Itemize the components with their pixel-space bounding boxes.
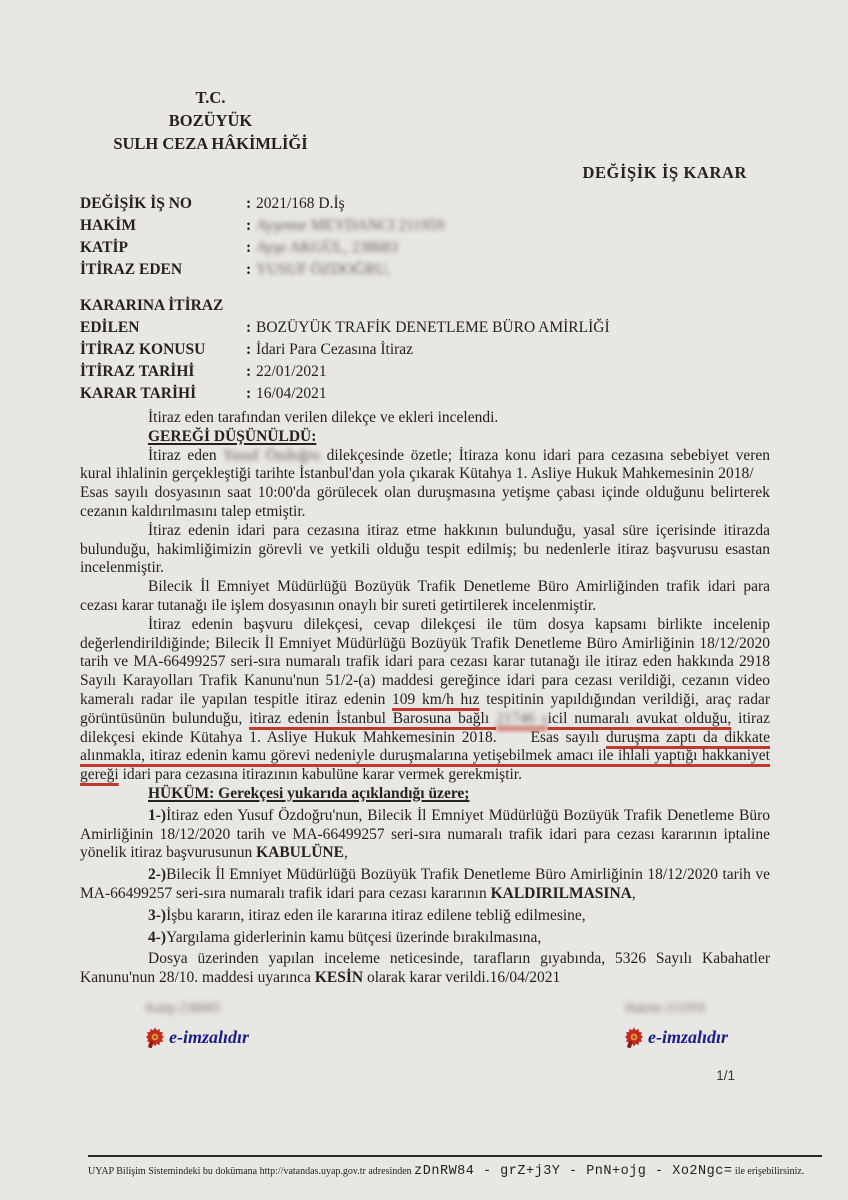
meta-row-edilen	[80, 317, 770, 339]
heading-text: GEREĞİ DÜŞÜNÜLDÜ:	[148, 427, 317, 445]
meta-label: KARARINA İTİRAZ	[80, 297, 224, 314]
meta-value: 16/04/2021	[256, 385, 327, 402]
court-header	[88, 86, 333, 155]
meta-row-kararina-itiraz	[80, 295, 770, 317]
meta-row-degisik-is-no	[80, 193, 770, 215]
text-segment: Dosya üzerinden yapılan inceleme neticesinde, tarafların gıyabında, 5326 Sayılı Kabahatler Kanunu'nun 28/10. maddesi uyarınca	[80, 950, 770, 987]
colon: :	[246, 261, 252, 278]
colon: :	[246, 239, 252, 256]
footer-text-pre: UYAP Bilişim Sistemindeki bu dokümana http://vatandas.uyap.gov.tr adresinden	[88, 1166, 415, 1177]
redacted-registry-number: 21746 s	[495, 709, 548, 727]
ruling-keyword-kabulune: KABULÜNE	[256, 844, 344, 862]
meta-label: KATİP	[80, 239, 128, 256]
paragraph-3: Bilecik İl Emniyet Müdürlüğü Bozüyük Trafik Denetleme Büro Amirliğinden trafik idari para cezası karar tutanağı ile işlem dosyasının onaylı bir sureti getirtilerek incelenmiştir.	[80, 578, 770, 614]
seal-rosette-icon	[146, 1027, 164, 1048]
heading-text: HÜKÜM: Gerekçesi yukarıda açıklandığı üzere;	[148, 784, 470, 802]
highlighted-bar-membership: itiraz edenin İstanbul Barosuna bağlı	[249, 709, 496, 727]
colon: :	[246, 385, 252, 402]
meta-row-itiraz-tarihi	[80, 361, 770, 383]
ruling-item-2	[80, 866, 770, 904]
colon: :	[246, 217, 252, 234]
highlighted-lawyer-status: icil numaralı avukat olduğu,	[547, 709, 732, 727]
meta-row-itiraz-eden	[80, 259, 770, 281]
ruling-item-4	[80, 929, 770, 948]
section-heading-hukum	[80, 785, 770, 804]
esign-label: e-imzalıdır	[169, 1026, 249, 1047]
meta-row-katip	[80, 237, 770, 259]
meta-value: 2021/168 D.İş	[256, 195, 345, 212]
text-segment: İtiraz edenin başvuru dilekçesi, cevap dilekçesi ile tüm dosya kapsamı birlikte incelenip değerlendirildiğinde; Bilecik İl Emniyet Müdürlüğü Bozüyük Trafik Denetleme Büro Amirliğinin 18/12/2020 tarih ve MA-66499257 seri-sıra numaralı trafik idari para cezası karar tutanağı ile itiraz eden hakkında 2918 Sayılı Karayolları Trafik Kanunu'nun 51/2-(a) maddesi gereğince idari para cezası verildiği, cezanın video kameralı radar ile yapılan tespitle itiraz edenin	[80, 615, 770, 708]
page-number: 1/1	[716, 1068, 735, 1083]
colon: :	[246, 195, 252, 212]
text-segment: ,	[631, 884, 636, 902]
text-segment: idari para cezasına itirazının kabulüne karar vermek gerekmiştir.	[118, 766, 522, 784]
ruling-item-1	[80, 807, 770, 863]
highlighted-justification: duruşma zaptı da dikkate alınmakla, itiraz edenin kamu görevi nedeniyle duruşmalarına yetişebilmek amacı ile ihlali yaptığı hakkaniyet gereği	[80, 728, 770, 784]
spacer	[80, 281, 770, 295]
meta-value: BOZÜYÜK TRAFİK DENETLEME BÜRO AMİRLİĞİ	[256, 319, 610, 336]
text-segment: İtiraz eden	[148, 446, 223, 464]
text-segment: İtiraz eden Yusuf Özdoğru'nun, Bilecik İl Emniyet Müdürlüğü Bozüyük Trafik Denetleme Büro Amirliğinin 18/12/2020 tarih ve MA-66499257 seri-sıra numaralı trafik idari para cezası kararının iptaline yönelik itiraz başvurusunun	[80, 806, 770, 862]
text-segment: İşbu kararın, itiraz eden ile kararına itiraz edilene tebliğ edilmesine,	[166, 906, 586, 924]
item-number: 4-)	[148, 928, 167, 946]
meta-label: İTİRAZ TARİHİ	[80, 363, 195, 380]
item-number: 1-)	[148, 806, 167, 824]
meta-row-karar-tarihi	[80, 383, 770, 405]
paragraph-4	[80, 616, 770, 785]
text-segment: Bilecik İl Emniyet Müdürlüğü Bozüyük Trafik Denetleme Büro Amirliğinin 18/12/2020 tarih ve MA-66499257 seri-sıra numaralı trafik idari para cezası kararının	[80, 866, 770, 902]
colon: :	[246, 319, 252, 336]
paragraph-2: İtiraz edenin idari para cezasına itiraz etme hakkının bulunduğu, yasal süre içerisinde itirazda bulunduğu, hakimliğimizin görevli ve yetkili olduğu tespit edilmiş; bu nedenlerle itiraz başvurusu esastan incelenmiştir.	[80, 521, 770, 577]
header-court: SULH CEZA HÂKİMLİĞİ	[113, 134, 308, 153]
redacted-appellant-name: YUSUF ÖZDOĞRU,	[256, 261, 391, 278]
esign-label: e-imzalıdır	[648, 1026, 728, 1047]
meta-label: KARAR TARİHİ	[80, 385, 197, 402]
redacted-clerk-name: Ayşe AKGÜL, 238683	[256, 239, 398, 256]
item-number: 3-)	[148, 906, 167, 924]
meta-label: HAKİM	[80, 217, 136, 234]
text-segment: tespitinin yapıldığından verildiği, araç radar görüntüsünün bulunduğu,	[80, 690, 770, 727]
colon: :	[246, 341, 252, 358]
ruling-item-3	[80, 907, 770, 926]
signature-row	[146, 1000, 728, 1048]
meta-value: 22/01/2021	[256, 363, 327, 380]
meta-row-hakim	[80, 215, 770, 237]
esign-right	[625, 1027, 728, 1048]
redacted-name-inline: Yusuf Özdoğru	[222, 446, 320, 464]
redacted-clerk-signature: Katip 238683	[146, 999, 220, 1015]
signature-block-judge	[625, 1000, 728, 1048]
colon: :	[246, 363, 252, 380]
text-segment: dilekçesinde özetle; İtiraza konu idari para cezasına sebebiyet veren kural ihlalinin gerçekleştiği tarihte İstanbul'dan yola çıkarak Kütahya 1. Asliye Hukuk Mahkemesinin 2018/ Esas sayılı dosyasının saat 10:00'da görülecek olan duruşmasına yetişme çabası içinde olduğunu belirterek cezanın kaldırılmasını talep etmiştir.	[80, 446, 771, 520]
closing-paragraph	[80, 950, 770, 988]
text-segment: olarak karar verildi.16/04/2021	[363, 969, 561, 987]
intro-line: İtiraz eden tarafından verilen dilekçe ve ekleri incelendi.	[148, 409, 499, 426]
redacted-judge-signature: Hakim 211959	[625, 999, 706, 1015]
signature-block-clerk	[146, 1000, 249, 1048]
footer-verification-code: zDnRW84 - grZ+j3Y - PnN+ojg - Xo2Ngc=	[414, 1164, 733, 1179]
redacted-judge-name: Ayşenur MEYDANCI 211959	[256, 217, 445, 234]
text-segment: itiraz dilekçesi ekinde Kütahya 1. Asliye Hukuk Mahkemesinin 2018. Esas sayılı	[80, 709, 770, 746]
meta-label: İTİRAZ EDEN	[80, 261, 183, 278]
meta-label: İTİRAZ KONUSU	[80, 341, 206, 358]
footer-text-post: ile erişebilirsiniz.	[732, 1166, 805, 1177]
ruling-keyword-kesin: KESİN	[314, 969, 364, 987]
section-heading-geregi	[80, 428, 770, 447]
item-number: 2-)	[148, 866, 167, 884]
text-segment: ,	[343, 844, 348, 862]
document-type-title: DEĞİŞİK İŞ KARAR	[582, 163, 747, 182]
header-city: BOZÜYÜK	[168, 111, 253, 130]
meta-value: İdari Para Cezasına İtiraz	[256, 341, 414, 358]
header-tc: T.C.	[195, 88, 226, 107]
highlighted-speed: 109 km/h hız	[392, 690, 480, 708]
meta-label: DEĞİŞİK İŞ NO	[80, 195, 192, 212]
meta-row-itiraz-konusu	[80, 339, 770, 361]
esign-left	[146, 1027, 249, 1048]
uyap-footer	[88, 1155, 822, 1179]
paragraph-1	[80, 447, 770, 522]
seal-rosette-icon	[625, 1027, 643, 1048]
text-segment: Yargılama giderlerinin kamu bütçesi üzerinde bırakılmasına,	[166, 928, 542, 946]
ruling-keyword-kaldirilmasina: KALDIRILMASINA	[490, 884, 632, 902]
meta-label: EDİLEN	[80, 319, 140, 336]
case-metadata	[80, 193, 770, 405]
